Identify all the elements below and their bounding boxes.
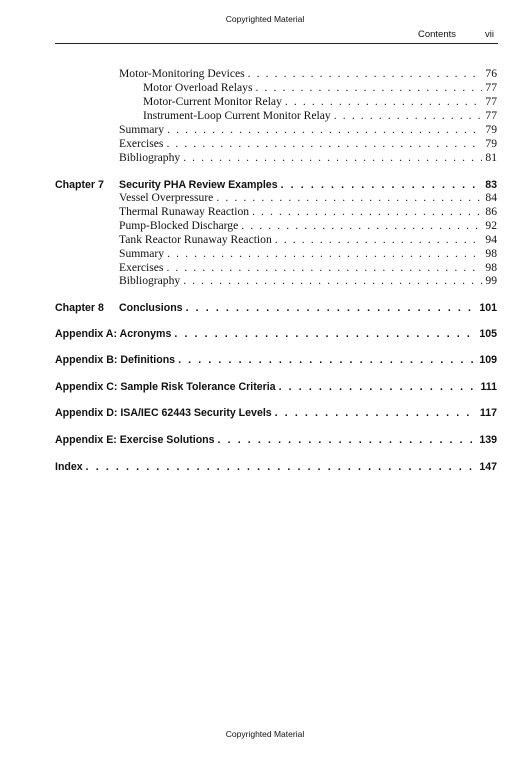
toc-chapter-7-entry[interactable] [119,178,497,192]
dot-leader [86,460,477,474]
toc-chapter-title: Security PHA Review Examples [119,179,278,191]
toc-chapter-8-entry[interactable] [119,301,497,315]
dot-leader [281,178,483,192]
dot-leader [279,380,478,394]
chapter-7-label: Chapter 7 [55,179,104,191]
toc-appendix-c[interactable] [55,380,497,394]
toc-entry-page: 84 [485,191,497,204]
toc-entry[interactable] [143,109,497,123]
copyright-watermark-top: Copyrighted Material [225,14,305,24]
toc-entry[interactable] [119,261,497,275]
toc-entry-title: Motor-Monitoring Devices [119,67,245,80]
toc-entry[interactable] [143,81,497,95]
running-head-page-number: vii [485,29,494,40]
toc-entry-page: 92 [485,219,497,232]
toc-entry[interactable] [143,95,497,109]
toc-appendix-title: Appendix E: Exercise Solutions [55,434,215,446]
toc-index-title: Index [55,461,83,473]
dot-leader [218,433,477,447]
toc-entry-page: 94 [485,233,497,246]
dot-leader [178,353,476,367]
toc-entry-page: 79 [485,123,497,136]
toc-entry-page: 76 [485,67,497,80]
toc-entry[interactable] [119,191,497,205]
dot-leader [275,233,483,247]
toc-appendix-b[interactable] [55,353,497,367]
chapter-8-label: Chapter 8 [55,302,104,314]
toc-appendix-page: 139 [479,434,497,446]
toc-entry-page: 86 [485,205,497,218]
toc-entry[interactable] [119,219,497,233]
toc-chapter-page: 101 [479,302,497,314]
toc-entry-page: 77 [485,81,497,94]
toc-appendix-page: 105 [479,328,497,340]
dot-leader [248,67,483,81]
dot-leader [183,151,482,165]
toc-entry-page: 81 [485,151,497,164]
toc-appendix-title: Appendix B: Definitions [55,354,176,366]
dot-leader [183,274,482,288]
dot-leader [334,109,483,123]
toc-appendix-page: 111 [480,381,497,393]
toc-entry[interactable] [119,137,497,151]
toc-appendix-title: Appendix A: Acronyms [55,328,172,340]
toc-entry-title: Summary [119,123,165,136]
dot-leader [166,137,482,151]
toc-index-page: 147 [479,461,497,473]
toc-appendix-d[interactable] [55,406,497,420]
toc-entry-title: Thermal Runaway Reaction [119,205,250,218]
copyright-watermark-bottom: Copyrighted Material [225,729,305,739]
dot-leader [216,191,482,205]
dot-leader [167,123,482,137]
toc-entry[interactable] [119,247,497,261]
dot-leader [166,261,482,275]
toc-entry-title: Exercises [119,137,164,150]
toc-index[interactable] [55,460,497,474]
toc-entry-title: Motor Overload Relays [143,81,253,94]
running-head-title: Contents [417,29,456,40]
toc-entry-title: Motor-Current Monitor Relay [143,95,282,108]
toc-appendix-a[interactable] [55,327,497,341]
toc-entry-page: 99 [485,274,497,287]
toc-entry-title: Exercises [119,261,164,274]
dot-leader [285,95,483,109]
dot-leader [186,301,477,315]
toc-appendix-page: 109 [479,354,497,366]
toc-appendix-title: Appendix C: Sample Risk Tolerance Criteria [55,381,276,393]
toc-entry[interactable] [119,151,497,165]
dot-leader [275,406,477,420]
toc-entry-page: 98 [485,261,497,274]
toc-appendix-title: Appendix D: ISA/IEC 62443 Security Levels [55,407,272,419]
toc-entry[interactable] [119,123,497,137]
toc-entry-title: Vessel Overpressure [119,191,214,204]
toc-entry-title: Pump-Blocked Discharge [119,219,239,232]
toc-entry-page: 79 [485,137,497,150]
dot-leader [241,219,482,233]
toc-entry-title: Bibliography [119,274,181,287]
toc-entry[interactable] [119,233,497,247]
toc-entry[interactable] [119,274,497,288]
toc-appendix-e[interactable] [55,433,497,447]
dot-leader [174,327,476,341]
toc-chapter-page: 83 [485,179,497,191]
toc-entry-page: 77 [485,109,497,122]
toc-appendix-page: 117 [479,407,497,419]
toc-entry-page: 77 [485,95,497,108]
toc-entry-title: Tank Reactor Runaway Reaction [119,233,272,246]
toc-entry-page: 98 [485,247,497,260]
toc-entry-title: Instrument-Loop Current Monitor Relay [143,109,331,122]
toc-entry-title: Bibliography [119,151,181,164]
toc-chapter-title: Conclusions [119,302,183,314]
dot-leader [255,81,482,95]
toc-entry[interactable] [119,205,497,219]
dot-leader [252,205,482,219]
toc-entry[interactable] [119,67,497,81]
dot-leader [167,247,482,261]
toc-entry-title: Summary [119,247,165,260]
